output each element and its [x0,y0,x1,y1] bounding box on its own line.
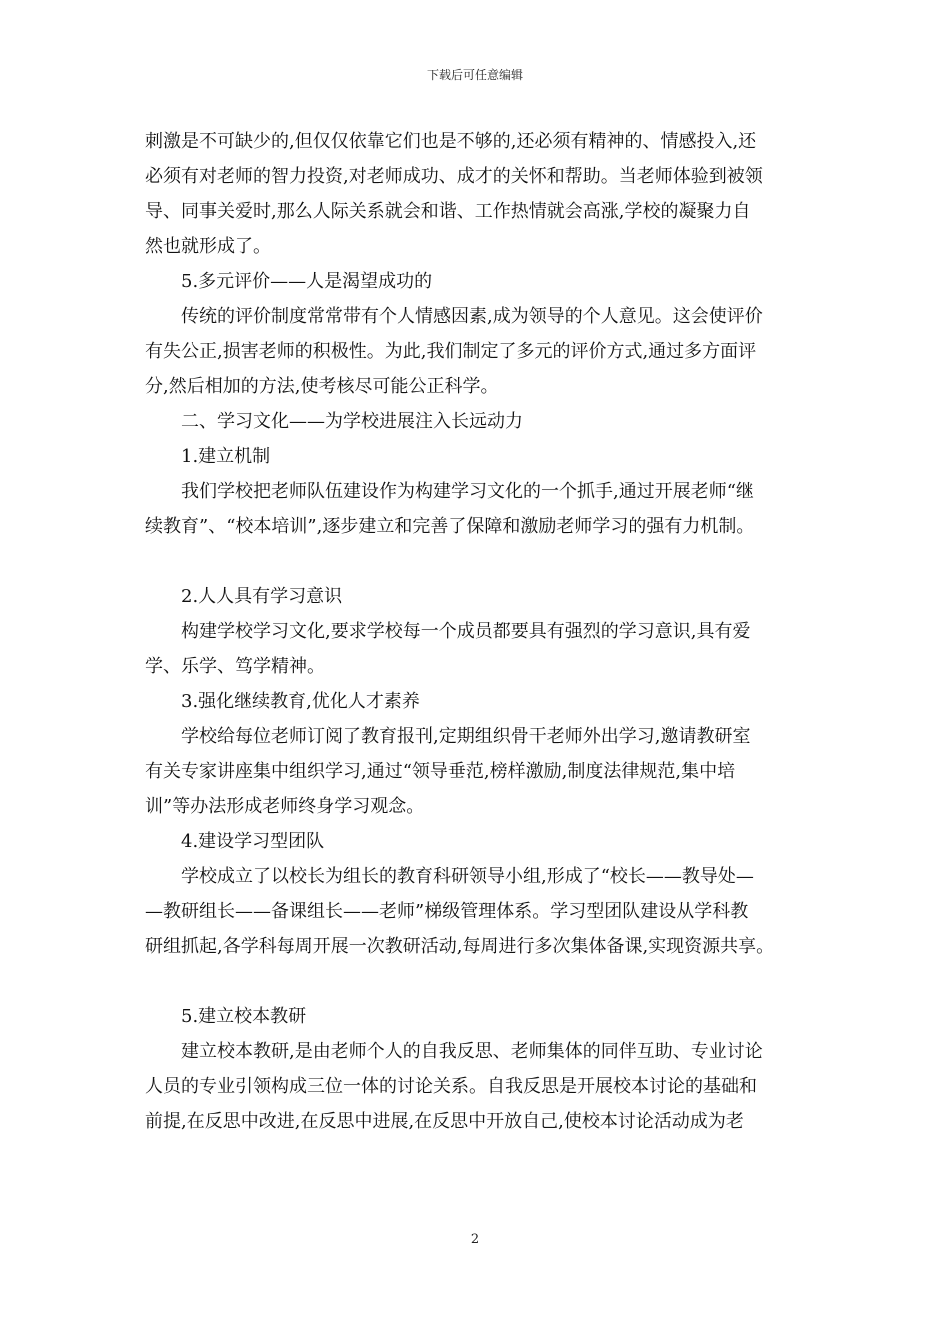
document-body [145,124,815,1139]
text-line: 构建学校学习文化,要求学校每一个成员都要具有强烈的学习意识,具有爱 [145,621,751,642]
text-line: 训”等办法形成老师终身学习观念。 [145,796,425,817]
text-line: 有失公正,损害老师的积极性。为此,我们制定了多元的评价方式,通过多方面评 [145,341,757,362]
section-heading: 二、学习文化——为学校进展注入长远动力 [145,411,523,432]
text-line: 有关专家讲座集中组织学习,通过“领导垂范,榜样激励,制度法律规范,集中培 [145,761,736,782]
text-line: 学校给每位老师订阅了教育报刊,定期组织骨干老师外出学习,邀请教研室 [145,726,751,747]
section-heading: 1.建立机制 [145,446,271,467]
text-line: 然也就形成了。 [145,236,271,257]
text-line: 研组抓起,各学科每周开展一次教研活动,每周进行多次集体备课,实现资源共享。 [145,936,775,957]
paragraph-gap [145,964,815,999]
text-line: 传统的评价制度常常带有个人情感因素,成为领导的个人意见。这会使评价 [145,306,763,327]
page-number: 2 [470,1232,480,1247]
text-line: 必须有对老师的智力投资,对老师成功、成才的关怀和帮助。当老师体验到被领 [145,166,763,187]
text-line: 刺激是不可缺少的,但仅仅依靠它们也是不够的,还必须有精神的、情感投入,还 [145,131,757,152]
text-line: 续教育”、“校本培训”,逐步建立和完善了保障和激励老师学习的强有力机制。 [145,516,755,537]
paragraph-gap [145,544,815,579]
text-line: 学校成立了以校长为组长的教育科研领导小组,形成了“校长——教导处— [145,866,754,887]
text-line: 我们学校把老师队伍建设作为构建学习文化的一个抓手,通过开展老师“继 [145,481,754,502]
section-heading: 5.建立校本教研 [145,1006,307,1027]
text-line: 学、乐学、笃学精神。 [145,656,325,677]
text-line: 建立校本教研,是由老师个人的自我反思、老师集体的同伴互助、专业讨论 [145,1041,763,1062]
text-line: —教研组长——备课组长——老师”梯级管理体系。学习型团队建设从学科教 [145,901,749,922]
text-line: 导、同事关爱时,那么人际关系就会和谐、工作热情就会高涨,学校的凝聚力自 [145,201,751,222]
text-line: 人员的专业引领构成三位一体的讨论关系。自我反思是开展校本讨论的基础和 [145,1076,757,1097]
text-line: 分,然后相加的方法,使考核尽可能公正科学。 [145,376,499,397]
section-heading: 5.多元评价——人是渴望成功的 [145,271,433,292]
text-line: 前提,在反思中改进,在反思中进展,在反思中开放自己,使校本讨论活动成为老 [145,1111,744,1132]
section-heading: 4.建设学习型团队 [145,831,325,852]
section-heading: 3.强化继续教育,优化人才素养 [145,691,420,712]
section-heading: 2.人人具有学习意识 [145,586,343,607]
page-header: 下载后可任意编辑 [426,68,523,82]
